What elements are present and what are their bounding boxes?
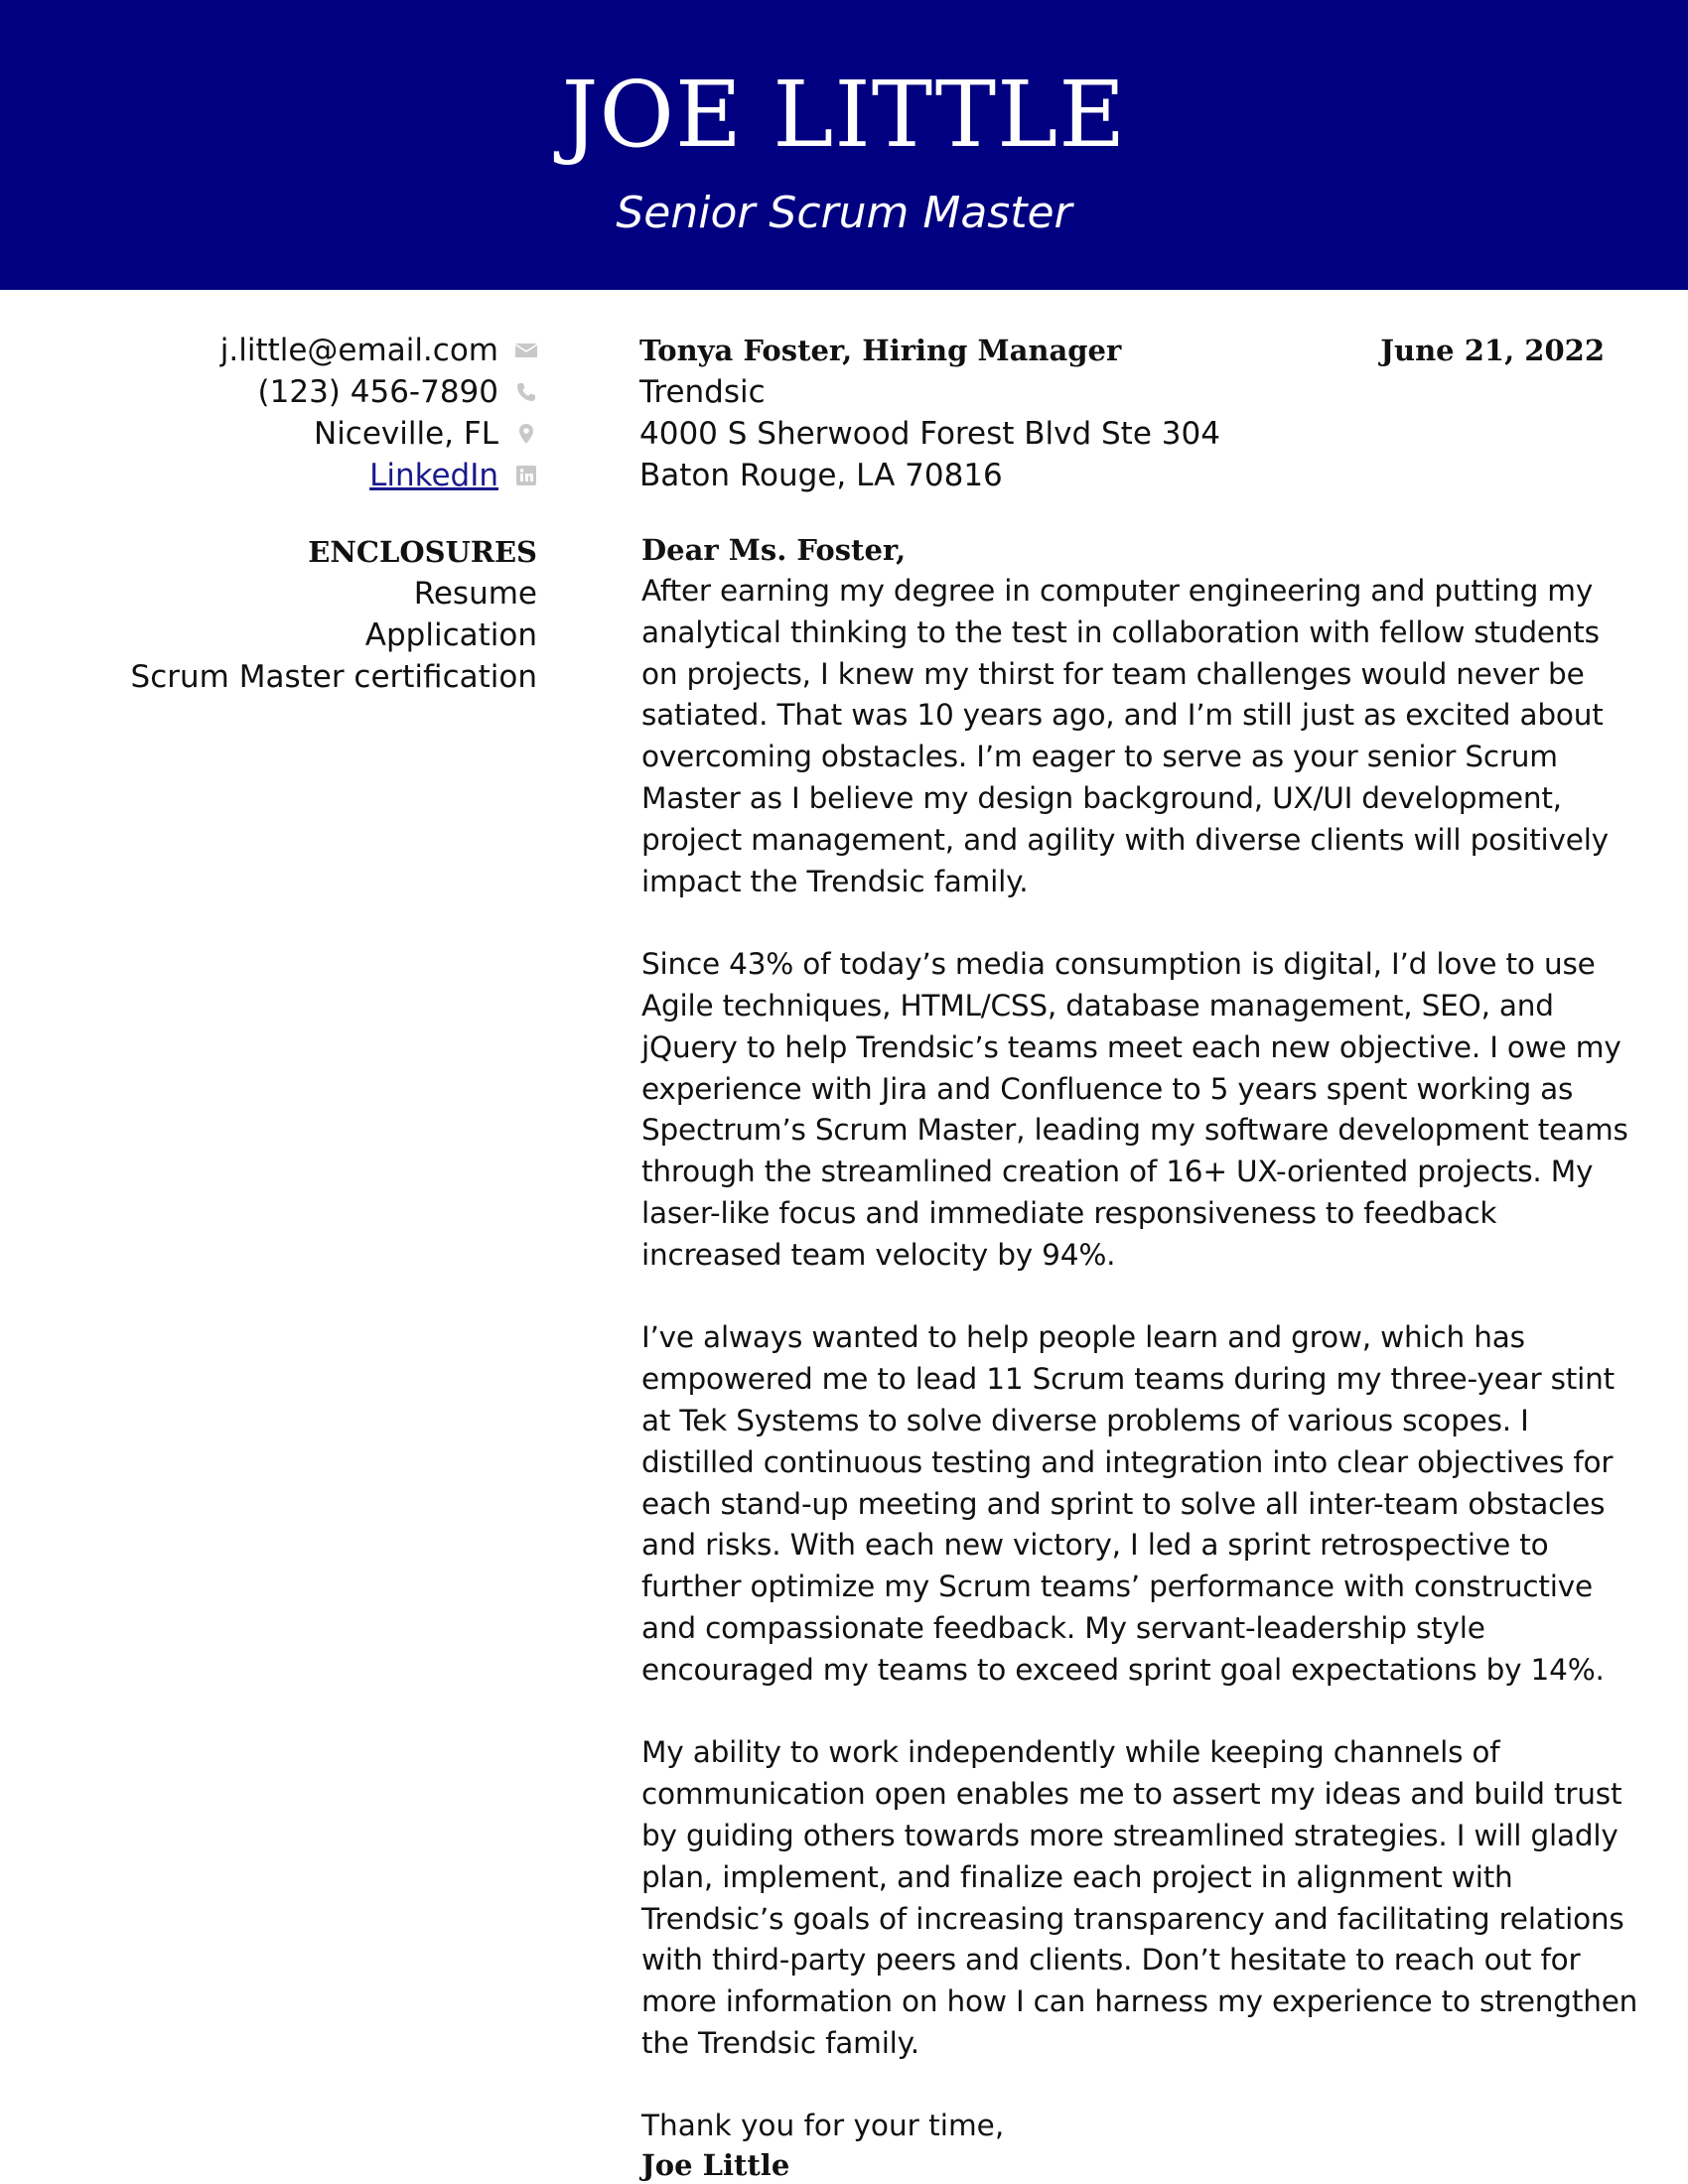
body-paragraph: Since 43% of today’s media consumption is digital, I’d love to use Agile techniques, HTML/CSS, database management, SEO, and jQuery to help Trendsic’s teams meet each new objective. I owe my experience with Jira and Confluence to 5 years spent working as Spectrum’s Scrum Master, leading my software development teams through the streamlined creation of 16+ UX-oriented projects. My laser-like focus and immediate responsiveness to feedback increased team velocity by 94%.	[641, 947, 1628, 1272]
contact-linkedin[interactable]	[81, 455, 538, 496]
email-text: j.little@email.com	[219, 333, 498, 368]
phone-icon	[514, 380, 538, 404]
enclosure-item: Resume	[413, 576, 537, 612]
linkedin-icon	[514, 464, 538, 487]
enclosure-item: Application	[364, 617, 537, 653]
phone-text: (123) 456-7890	[257, 374, 498, 410]
closing-line: Thank you for your time,	[641, 2109, 1005, 2143]
contact-location	[81, 413, 538, 455]
recipient-address-line-2: Baton Rouge, LA 70816	[639, 458, 1003, 493]
contact-list	[81, 330, 538, 496]
body-paragraph: After earning my degree in computer engineering and putting my analytical thinking to the test in collaboration with fellow students on projects, I knew my thirst for team challenges would never be satiated. That was 10 years ago, and I’m still just as excited about overcoming obstacles. I’m eager to serve as your senior Scrum Master as I believe my design background, UX/UI development, project management, and agility with diverse clients will positively impact the Trendsic family.	[641, 574, 1609, 898]
salutation: Dear Ms. Foster,	[641, 533, 907, 567]
letter-date: June 21, 2022	[1380, 334, 1605, 367]
header-banner	[0, 0, 1688, 290]
enclosures-title: ENCLOSURES	[308, 535, 537, 569]
signature-name: Joe Little	[641, 2148, 790, 2183]
linkedin-link[interactable]: LinkedIn	[369, 458, 498, 493]
recipient-address-line-1: 4000 S Sherwood Forest Blvd Ste 304	[639, 416, 1220, 452]
body-paragraph: I’ve always wanted to help people learn and grow, which has empowered me to lead 11 Scrum teams during my three-year stint at Tek Systems to solve diverse problems of various scopes. I distilled continuous testing and integration into clear objectives for each stand-up meeting and sprint to solve all inter-team obstacles and risks. With each new victory, I led a sprint retrospective to further optimize my Scrum teams’ performance with constructive and compassionate feedback. My servant-leadership style encouraged my teams to exceed sprint goal expectations by 14%.	[641, 1320, 1615, 1687]
map-pin-icon	[514, 422, 538, 446]
envelope-icon	[514, 339, 538, 362]
enclosures-section	[119, 531, 537, 698]
body-paragraph: My ability to work independently while keeping channels of communication open enables me to assert my ideas and build trust by guiding others towards more streamlined strategies. I will gladly plan, implement, and finalize each project in alignment with Trendsic’s goals of increasing transparency and facilitating relations with third-party peers and clients. Don’t hesitate to reach out for more information on how I can harness my experience to strengthen the Trendsic family.	[641, 1735, 1638, 2060]
enclosure-item: Scrum Master certification	[130, 659, 537, 695]
applicant-name: JOE LITTLE	[561, 62, 1127, 168]
recipient-name: Tonya Foster, Hiring Manager	[639, 334, 1122, 367]
recipient-company: Trendsic	[639, 374, 766, 410]
contact-email	[81, 330, 538, 371]
letter-body	[641, 529, 1644, 2184]
contact-phone	[81, 371, 538, 413]
applicant-title: Senior Scrum Master	[616, 188, 1072, 238]
location-text: Niceville, FL	[314, 416, 498, 452]
